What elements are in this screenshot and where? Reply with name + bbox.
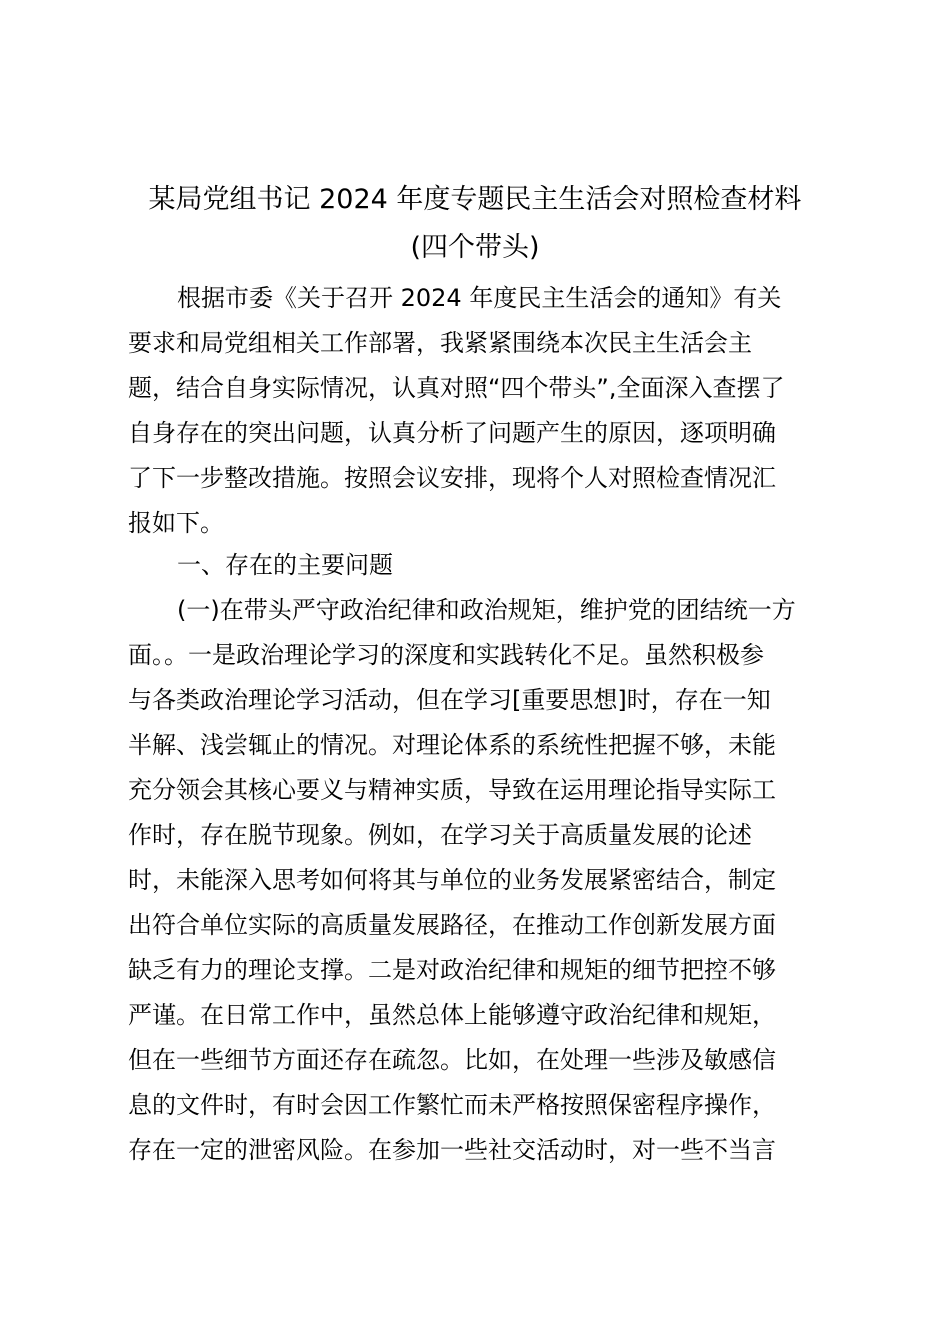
paragraph-body-line: 时，未能深入思考如何将其与单位的业务发展紧密结合，制定 (128, 866, 776, 894)
paragraph-body-line: 出符合单位实际的高质量发展路径，在推动工作创新发展方面 (128, 911, 776, 939)
paragraph-body-line: 半解、浅尝辄止的情况。对理论体系的系统性把握不够，未能 (128, 731, 776, 759)
paragraph-body-line: 面。。一是政治理论学习的深度和实践转化不足。虽然积极参 (128, 641, 764, 669)
paragraph-intro-line: 了下一步整改措施。按照会议安排，现将个人对照检查情况汇 (128, 464, 776, 492)
document-title: 某局党组书记 2024 年度专题民主生活会对照检查材料 (148, 184, 802, 215)
paragraph-body-line: 充分领会其核心要义与精神实质，导致在运用理论指导实际工 (128, 776, 776, 804)
paragraph-intro-line: 自身存在的突出问题，认真分析了问题产生的原因，逐项明确 (128, 419, 776, 447)
paragraph-body-line: 息的文件时，有时会因工作繁忙而未严格按照保密程序操作， (128, 1091, 776, 1119)
paragraph-intro-line: 根据市委《关于召开 2024 年度民主生活会的通知》有关 (177, 284, 782, 312)
document-subtitle: (四个带头) (410, 232, 540, 263)
paragraph-body-line: 存在一定的泄密风险。在参加一些社交活动时，对一些不当言 (128, 1136, 776, 1164)
paragraph-intro-line: 题，结合自身实际情况，认真对照“四个带头”,全面深入查摆了 (128, 374, 785, 402)
paragraph-body-line: 但在一些细节方面还存在疏忽。比如，在处理一些涉及敏感信 (128, 1046, 776, 1074)
paragraph-body-line: 缺乏有力的理论支撑。二是对政治纪律和规矩的细节把控不够 (128, 956, 776, 984)
paragraph-intro-line: 报如下。 (128, 509, 224, 537)
paragraph-body-line: (一)在带头严守政治纪律和政治规矩，维护党的团结统一方 (177, 596, 796, 624)
paragraph-body-line: 严谨。在日常工作中，虽然总体上能够遵守政治纪律和规矩， (128, 1001, 776, 1029)
paragraph-body-line: 与各类政治理论学习活动，但在学习[重要思想]时，存在一知 (128, 686, 771, 714)
paragraph-body-line: 作时，存在脱节现象。例如，在学习关于高质量发展的论述 (128, 821, 752, 849)
paragraph-intro-line: 要求和局党组相关工作部署，我紧紧围绕本次民主生活会主 (128, 329, 752, 357)
section-heading: 一、存在的主要问题 (177, 551, 393, 579)
